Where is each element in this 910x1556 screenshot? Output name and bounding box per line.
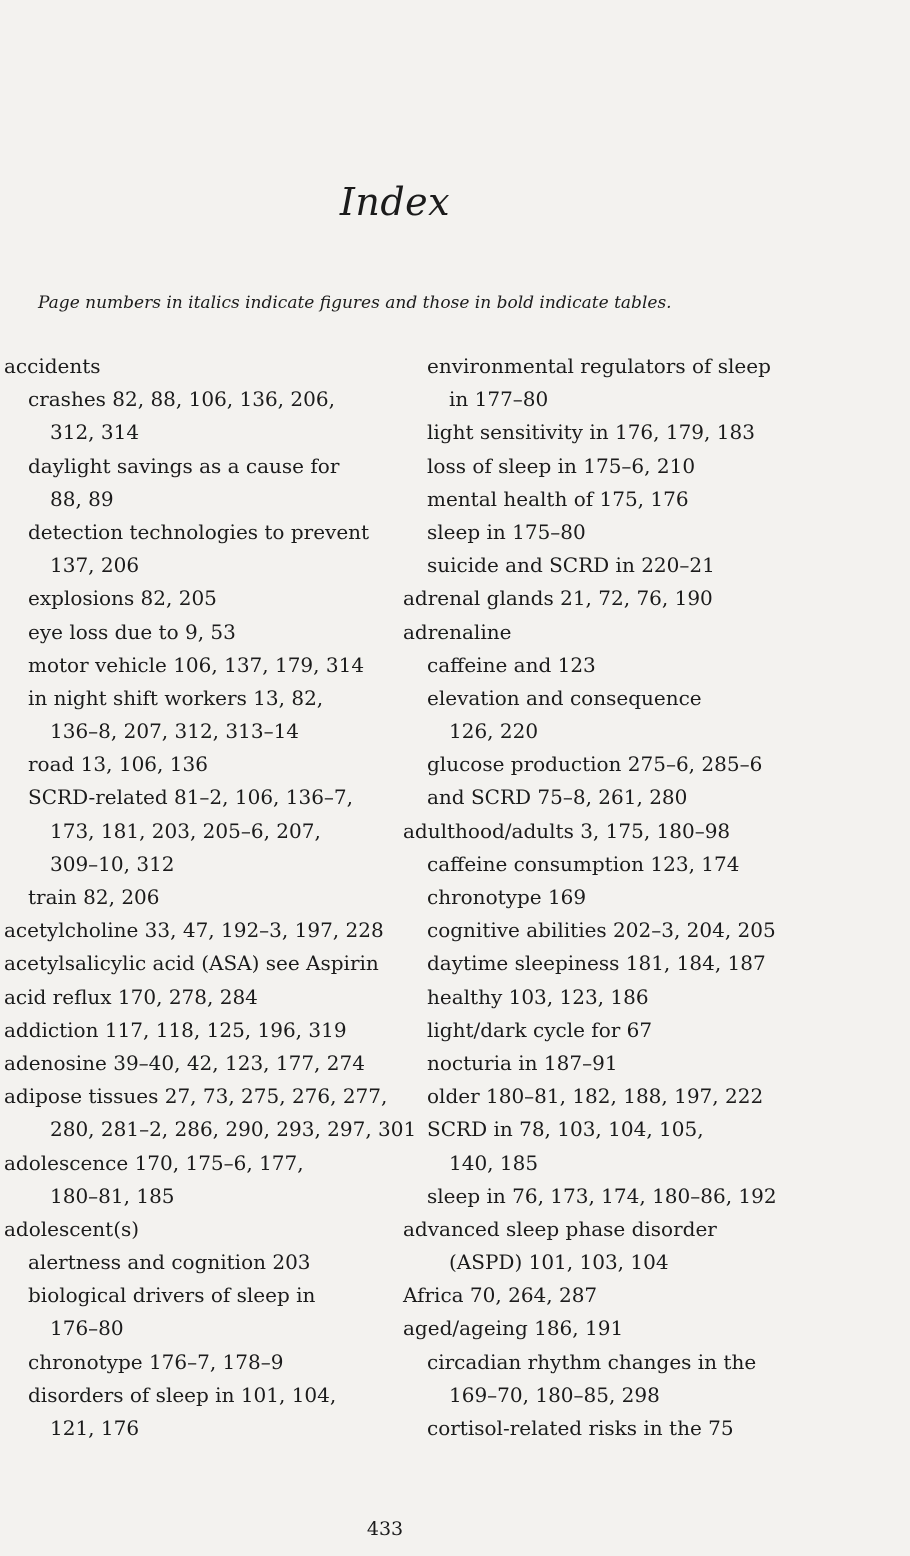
index-entry: sleep in 175–80 xyxy=(427,519,586,544)
index-entry: acetylsalicylic acid (ASA) see Aspirin xyxy=(4,951,379,976)
index-entry: explosions 82, 205 xyxy=(28,586,217,611)
page-number: 433 xyxy=(366,1518,404,1540)
index-entry: healthy 103, 123, 186 xyxy=(427,984,649,1009)
index-entry: train 82, 206 xyxy=(28,885,160,909)
index-entry: 121, 176 xyxy=(50,1416,140,1440)
index-entry: 280, 281–2, 286, 290, 293, 297, 301 xyxy=(50,1117,417,1142)
index-entry: 173, 181, 203, 205–6, 207, xyxy=(50,818,321,843)
index-entry: 312, 314 xyxy=(50,420,140,445)
index-entry: chronotype 176–7, 178–9 xyxy=(28,1349,284,1374)
index-entry: 136–8, 207, 312, 313–14 xyxy=(50,719,300,744)
index-entry: glucose production 275–6, 285–6 xyxy=(427,752,763,777)
index-entry: adenosine 39–40, 42, 123, 177, 274 xyxy=(4,1050,365,1075)
index-entry: light sensitivity in 176, 179, 183 xyxy=(427,420,755,445)
index-entry: 126, 220 xyxy=(449,719,539,744)
index-entry: SCRD in 78, 103, 104, 105, xyxy=(427,1117,704,1142)
right-column xyxy=(403,350,803,1445)
index-entry: adrenal glands 21, 72, 76, 190 xyxy=(403,586,713,611)
index-entry: 309–10, 312 xyxy=(50,851,175,876)
index-entry: disorders of sleep in 101, 104, xyxy=(28,1382,337,1407)
index-entry: adolescence 170, 175–6, 177, xyxy=(4,1150,304,1175)
index-entry: motor vehicle 106, 137, 179, 314 xyxy=(28,652,365,677)
index-entry: light/dark cycle for 67 xyxy=(427,1017,653,1042)
index-entry: 176–80 xyxy=(50,1316,124,1341)
index-entry: cortisol-related risks in the 75 xyxy=(427,1416,734,1440)
index-note: Page numbers in italics indicate figures and those in bold indicate tables. xyxy=(38,293,672,313)
index-entry: aged/ageing 186, 191 xyxy=(403,1316,624,1341)
index-entry: 88, 89 xyxy=(50,486,114,511)
index-entry: in night shift workers 13, 82, xyxy=(28,685,324,710)
index-entry: in 177–80 xyxy=(449,387,549,412)
index-entry: accidents xyxy=(4,354,101,378)
index-entry: (ASPD) 101, 103, 104 xyxy=(449,1250,669,1275)
index-entry: 180–81, 185 xyxy=(50,1183,175,1208)
index-entry: caffeine consumption 123, 174 xyxy=(427,851,740,876)
index-entry: 140, 185 xyxy=(449,1150,539,1175)
index-entry: sleep in 76, 173, 174, 180–86, 192 xyxy=(427,1183,777,1208)
index-entry: environmental regulators of sleep xyxy=(427,354,771,378)
index-entry: circadian rhythm changes in the xyxy=(427,1349,757,1374)
index-entry: 137, 206 xyxy=(50,553,140,578)
index-entry: eye loss due to 9, 53 xyxy=(28,619,236,644)
index-entry: detection technologies to prevent xyxy=(28,519,370,544)
index-entry: advanced sleep phase disorder xyxy=(403,1216,717,1241)
index-entry: adolescent(s) xyxy=(4,1216,140,1241)
index-entry: nocturia in 187–91 xyxy=(427,1050,618,1075)
index-entry: alertness and cognition 203 xyxy=(28,1250,311,1275)
left-column xyxy=(4,350,417,1445)
index-entry: acid reflux 170, 278, 284 xyxy=(4,984,258,1009)
index-entry: acetylcholine 33, 47, 192–3, 197, 228 xyxy=(4,918,384,943)
index-entry: suicide and SCRD in 220–21 xyxy=(427,553,715,578)
index-entry: road 13, 106, 136 xyxy=(28,752,208,777)
index-entry: SCRD-related 81–2, 106, 136–7, xyxy=(28,785,354,810)
index-entry: adipose tissues 27, 73, 275, 276, 277, xyxy=(4,1084,388,1109)
index-entry: 169–70, 180–85, 298 xyxy=(449,1382,660,1407)
index-entry: loss of sleep in 175–6, 210 xyxy=(427,453,696,478)
index-entry: biological drivers of sleep in xyxy=(28,1283,316,1308)
index-entry: crashes 82, 88, 106, 136, 206, xyxy=(28,387,335,412)
index-entry: daytime sleepiness 181, 184, 187 xyxy=(427,951,766,976)
index-entry: mental health of 175, 176 xyxy=(427,486,689,511)
index-entry: older 180–81, 182, 188, 197, 222 xyxy=(427,1084,764,1109)
index-entry: cognitive abilities 202–3, 204, 205 xyxy=(427,918,776,943)
index-entry: daylight savings as a cause for xyxy=(28,453,340,478)
index-entry: elevation and consequence xyxy=(427,685,702,710)
index-entry: adulthood/adults 3, 175, 180–98 xyxy=(403,818,731,843)
index-entry: and SCRD 75–8, 261, 280 xyxy=(427,785,688,810)
index-entry: Africa 70, 264, 287 xyxy=(403,1283,598,1308)
index-entry: chronotype 169 xyxy=(427,885,587,909)
index-entry: caffeine and 123 xyxy=(427,652,596,677)
page-title: Index xyxy=(339,180,451,224)
index-entry: addiction 117, 118, 125, 196, 319 xyxy=(4,1017,347,1042)
index-entry: adrenaline xyxy=(403,619,512,644)
